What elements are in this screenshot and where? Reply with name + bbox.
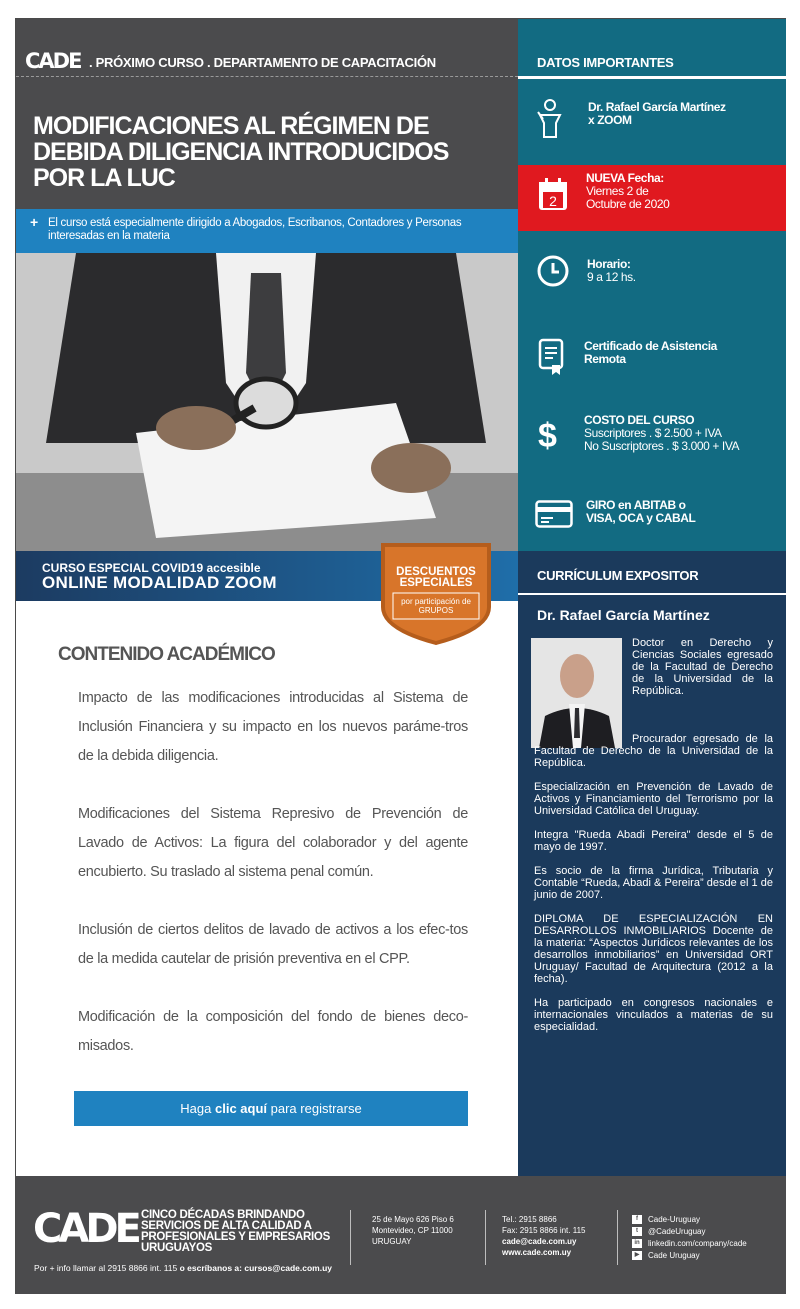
- register-button[interactable]: [74, 1091, 468, 1126]
- linkedin-icon: in: [632, 1239, 642, 1248]
- footer-separator: [617, 1210, 618, 1265]
- social-text: linkedin.com/company/cade: [648, 1238, 747, 1248]
- content-item: Modificación de la composición del fondo de bienes deco-misados.: [78, 1009, 468, 1054]
- twitter-icon: t: [632, 1227, 642, 1236]
- footer-social: [632, 1213, 747, 1261]
- date-info: [586, 172, 669, 211]
- youtube-icon: ▶: [632, 1251, 642, 1260]
- speaker-line2: x ZOOM: [588, 113, 632, 127]
- footer-separator: [350, 1210, 351, 1265]
- footer-fax: Fax: 2915 8866 int. 115: [502, 1226, 586, 1235]
- cert-line2: Remota: [584, 352, 626, 366]
- content-list: [78, 684, 468, 1090]
- time-value: 9 a 12 hs.: [587, 270, 636, 284]
- cv-paragraph-3: Es socio de la firma Jurídica, Tributaria y Contable “Rueda, Abadi & Pereira” desde el 1 de junio de 2007.: [534, 865, 773, 901]
- plus-icon: +: [30, 214, 39, 230]
- covid-line1: CURSO ESPECIAL COVID19 accesible: [42, 561, 261, 575]
- header-line: . PRÓXIMO CURSO . DEPARTAMENTO DE CAPACITACIÓN: [89, 55, 436, 70]
- footer-contact: [502, 1214, 585, 1258]
- footer-more-info: [34, 1263, 332, 1273]
- cv-body: [534, 733, 773, 1045]
- social-text: Cade-Uruguay: [648, 1214, 701, 1224]
- photo-illustration: [16, 253, 518, 551]
- calendar-icon: [537, 176, 569, 212]
- social-row[interactable]: [632, 1237, 747, 1249]
- speaker-icon: [537, 97, 563, 139]
- social-text: @CadeUruguay: [648, 1226, 706, 1236]
- address-line2: Montevideo, CP 11000: [372, 1226, 453, 1235]
- register-link[interactable]: clic aquí: [215, 1101, 268, 1116]
- more-info-email[interactable]: o escríbanos a: cursos@cade.com.uy: [179, 1263, 332, 1273]
- more-info-pre: Por + info llamar al 2915 8866 int. 115: [34, 1263, 180, 1273]
- facebook-icon: f: [632, 1215, 642, 1224]
- time-info: [587, 258, 636, 284]
- social-row[interactable]: [632, 1249, 747, 1261]
- certificate-info: [584, 340, 717, 366]
- cv-intro: [632, 637, 773, 709]
- content-item: Modificaciones del Sistema Represivo de Prevención de Lavado de Activos: La figura del colaborador y del agente encubierto. Su traslado al sistema penal común.: [78, 806, 468, 880]
- discount-badge-shield: [377, 541, 495, 645]
- social-row[interactable]: [632, 1213, 747, 1225]
- covid-line2: ONLINE MODALIDAD ZOOM: [42, 573, 277, 592]
- social-text: Cade Uruguay: [648, 1250, 700, 1260]
- cv-paragraph-4: DIPLOMA DE ESPECIALIZACIÓN EN DESARROLLOS INMOBILIARIOS Docente de la materia: “Aspectos Jurídicos relevantes de los desarrollos inmobiliarios” en Universidad ORT Uruguay/ Facultad de Arquitectura (2012 a la fecha).: [534, 913, 773, 985]
- cv-intro-text: Doctor en Derecho y Ciencias Sociales egresado de la Facultad de Derecho de la Universidad de la República.: [632, 637, 773, 697]
- register-post: para registrarse: [267, 1101, 362, 1116]
- clock-icon: [537, 255, 569, 287]
- footer-tagline: CINCO DÉCADAS BRINDANDO SERVICIOS DE ALTA CALIDAD A PROFESIONALES Y EMPRESARIOS URUGUAYOS: [141, 1209, 330, 1254]
- footer-address: [372, 1214, 454, 1247]
- credit-card-icon: [535, 500, 573, 528]
- header-divider: [16, 76, 518, 77]
- speaker-portrait: [531, 638, 622, 748]
- certificate-icon: [537, 337, 565, 377]
- cv-proc-paragraph: Procurador egresado de la Facultad de Derecho de la Universidad de la República.: [534, 733, 773, 769]
- register-pre: Haga: [180, 1101, 215, 1116]
- date-line2: Octubre de 2020: [586, 197, 670, 211]
- cv-rule: [518, 593, 786, 595]
- pay-line2: VISA, OCA y CABAL: [586, 511, 696, 525]
- cv-paragraph-2: Integra "Rueda Abadi Pereira" desde el 5 de mayo de 1997.: [534, 829, 773, 853]
- sidebar-rule: [518, 76, 786, 79]
- cv-name: Dr. Rafael García Martínez: [537, 607, 710, 623]
- target-audience-text: El curso está especialmente dirigido a Abogados, Escribanos, Contadores y Personas interesadas en la materia: [48, 217, 462, 242]
- time-label: Horario:: [587, 257, 631, 271]
- badge-line2: ESPECIALES: [399, 577, 473, 589]
- cv-paragraph-5: Ha participado en congresos nacionales e internacionales vinculados a materias de su especialidad.: [534, 997, 773, 1033]
- course-title: MODIFICACIONES AL RÉGIMEN DE DEBIDA DILIGENCIA INTRODUCIDOS POR LA LUC: [33, 112, 449, 192]
- social-row[interactable]: [632, 1225, 747, 1237]
- footer-email[interactable]: cade@cade.com.uy: [502, 1237, 577, 1246]
- speaker-photo: [531, 638, 622, 748]
- pay-line1: GIRO en ABITAB o: [586, 498, 686, 512]
- sidebar-title: DATOS IMPORTANTES: [537, 55, 674, 70]
- footer-web[interactable]: www.cade.com.uy: [502, 1248, 572, 1257]
- speaker-info: [588, 101, 726, 127]
- badge-line3: por participación de GRUPOS: [401, 597, 471, 615]
- cost-label: COSTO DEL CURSO: [584, 413, 695, 427]
- dollar-icon: $: [538, 417, 557, 455]
- date-line1: Viernes 2 de: [586, 184, 649, 198]
- cost-info: [584, 414, 739, 453]
- cert-line1: Certificado de Asistencia: [584, 339, 717, 353]
- speaker-line1: Dr. Rafael García Martínez: [588, 100, 726, 114]
- footer-cade-logo: CADE: [33, 1206, 138, 1252]
- badge-title: [377, 567, 495, 589]
- cv-title: CURRÍCULUM EXPOSITOR: [537, 568, 699, 583]
- address-line3: URUGUAY: [372, 1237, 412, 1246]
- badge-line1: DESCUENTOS: [396, 566, 476, 578]
- cade-logo: CADE: [25, 49, 81, 73]
- content-item: Impacto de las modificaciones introducidas al Sistema de Inclusión Financiera y su impacto en los nuevos paráme-tros de la debida diligencia.: [78, 690, 468, 764]
- cv-paragraph-1: Especialización en Prevención de Lavado de Activos y Financiamiento del Terrorismo por la Universidad Católica del Uruguay.: [534, 781, 773, 817]
- date-label: NUEVA Fecha:: [586, 171, 664, 185]
- cost-line1: Suscriptores . $ 2.500 + IVA: [584, 426, 722, 440]
- cost-line2: No Suscriptores . $ 3.000 + IVA: [584, 439, 740, 453]
- payment-info: [586, 499, 695, 525]
- businessman-magnifier-image: [16, 253, 518, 551]
- footer-tel: Tel.: 2915 8866: [502, 1215, 557, 1224]
- calendar-number: 2: [549, 193, 557, 209]
- content-title: CONTENIDO ACADÉMICO: [58, 644, 275, 665]
- footer-separator: [485, 1210, 486, 1265]
- address-line1: 25 de Mayo 626 Piso 6: [372, 1215, 454, 1224]
- content-item: Inclusión de ciertos delitos de lavado de activos a los efec-tos de la medida cautelar de prisión preventiva en el CPP.: [78, 922, 468, 967]
